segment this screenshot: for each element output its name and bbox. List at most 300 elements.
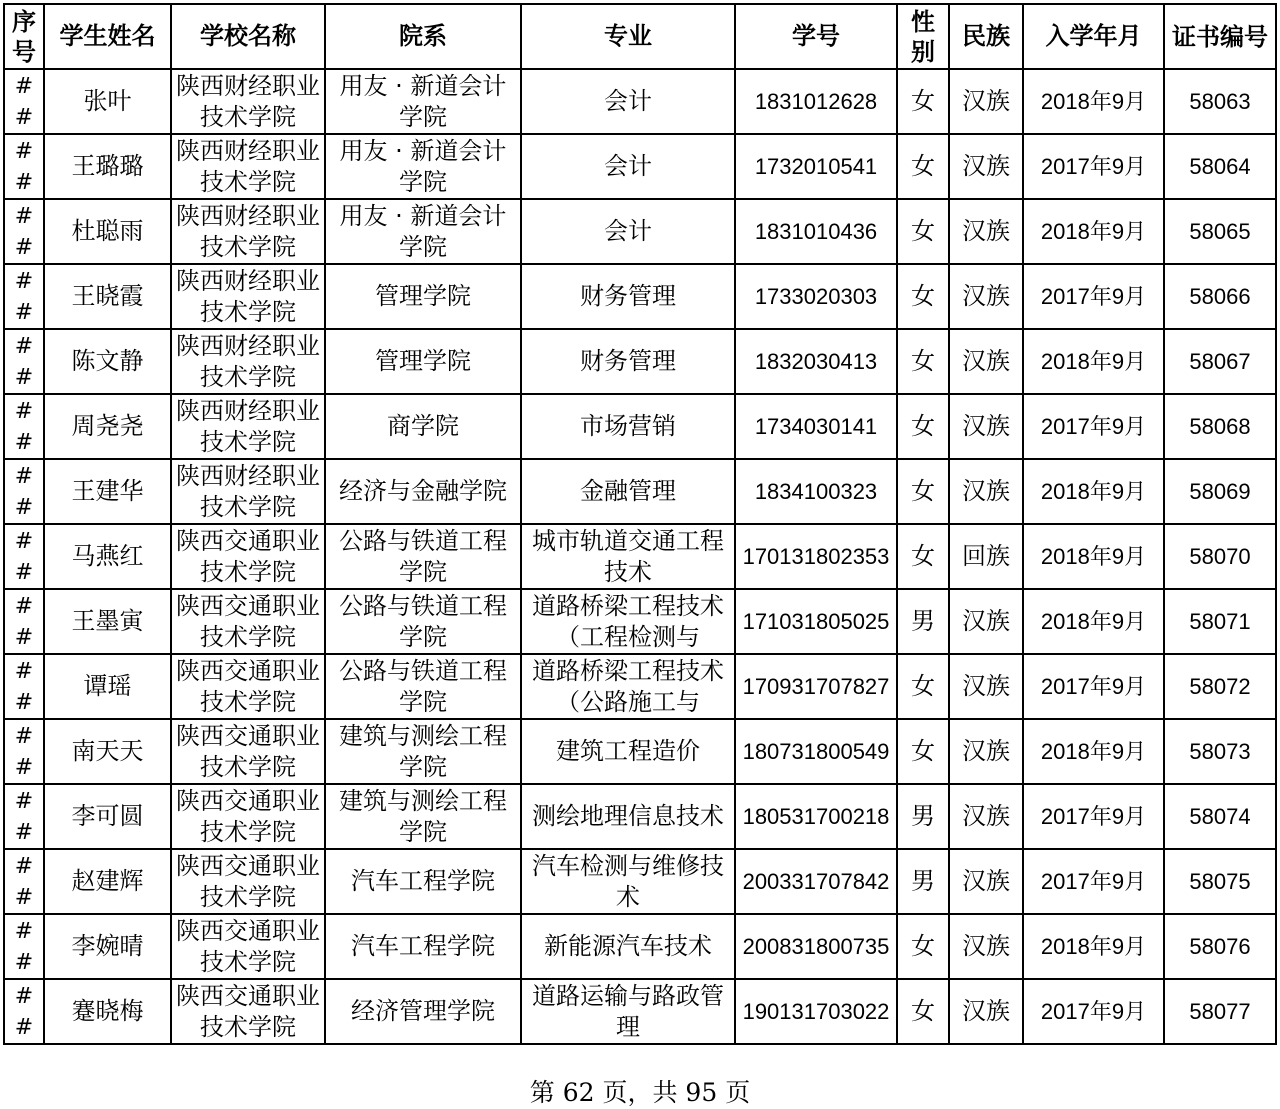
cell-student-name-text: 杜聪雨	[71, 217, 144, 245]
cell-department-text: 经济管理学院	[351, 997, 495, 1025]
cell-student-id-text: 170131802353	[742, 544, 890, 569]
cell-seq-text: ##	[14, 463, 34, 520]
student-certificate-table	[3, 3, 1277, 1045]
cell-major-text: 测绘地理信息技术	[532, 802, 724, 830]
cell-department-text: 公路与铁道工程学院	[339, 526, 507, 586]
cell-department	[325, 719, 521, 784]
cell-enrollment-date	[1023, 589, 1164, 654]
cell-department-text: 汽车工程学院	[351, 867, 495, 895]
cell-enrollment-date	[1023, 394, 1164, 459]
cell-gender	[897, 459, 949, 524]
cell-ethnicity	[949, 69, 1023, 134]
cell-student-name	[44, 849, 171, 914]
cell-student-name	[44, 979, 171, 1044]
cell-seq-text: ##	[14, 268, 34, 325]
header-student-id: 学号	[735, 4, 897, 69]
cell-certificate-number-text: 58067	[1189, 349, 1251, 374]
cell-gender	[897, 979, 949, 1044]
cell-ethnicity	[949, 459, 1023, 524]
cell-gender	[897, 784, 949, 849]
cell-school-name-text: 陕西交通职业技术学院	[176, 721, 320, 781]
cell-student-name	[44, 524, 171, 589]
cell-enrollment-date	[1023, 979, 1164, 1044]
cell-seq-text: ##	[14, 983, 34, 1040]
cell-ethnicity	[949, 589, 1023, 654]
cell-student-name	[44, 69, 171, 134]
cell-seq-text: ##	[14, 398, 34, 455]
cell-seq-text: ##	[14, 788, 34, 845]
cell-department	[325, 784, 521, 849]
cell-major	[521, 134, 735, 199]
cell-gender	[897, 264, 949, 329]
cell-certificate-number	[1164, 849, 1276, 914]
cell-gender	[897, 134, 949, 199]
cell-gender-text: 女	[911, 542, 935, 570]
cell-ethnicity	[949, 264, 1023, 329]
cell-gender	[897, 849, 949, 914]
cell-certificate-number	[1164, 719, 1276, 784]
table-row	[4, 719, 1276, 784]
cell-student-name-text: 张叶	[83, 87, 132, 115]
cell-student-id-text: 180531700218	[742, 804, 890, 829]
cell-school-name-text: 陕西财经职业技术学院	[176, 136, 320, 196]
cell-gender	[897, 654, 949, 719]
cell-department-text: 建筑与测绘工程学院	[339, 721, 507, 781]
cell-student-name-text: 蹇晓梅	[71, 997, 144, 1025]
cell-department-text: 公路与铁道工程学院	[339, 656, 507, 716]
cell-school-name	[171, 394, 325, 459]
cell-department-text: 管理学院	[375, 282, 471, 310]
cell-school-name-text: 陕西财经职业技术学院	[176, 461, 320, 521]
cell-certificate-number	[1164, 589, 1276, 654]
cell-enrollment-date-text: 2017年9月	[1040, 154, 1147, 179]
cell-school-name-text: 陕西交通职业技术学院	[176, 591, 320, 651]
cell-student-id	[735, 914, 897, 979]
cell-student-name-text: 王晓霞	[71, 282, 144, 310]
cell-major-text: 道路桥梁工程技术（工程检测与	[532, 591, 724, 651]
cell-department-text: 建筑与测绘工程学院	[339, 786, 507, 846]
cell-enrollment-date	[1023, 849, 1164, 914]
cell-school-name	[171, 524, 325, 589]
cell-ethnicity-text: 汉族	[962, 607, 1010, 635]
cell-student-id	[735, 719, 897, 784]
cell-student-id	[735, 979, 897, 1044]
cell-school-name	[171, 134, 325, 199]
cell-certificate-number-text: 58066	[1189, 284, 1251, 309]
cell-major	[521, 199, 735, 264]
cell-seq	[4, 134, 44, 199]
cell-school-name	[171, 979, 325, 1044]
cell-enrollment-date-text: 2018年9月	[1040, 609, 1147, 634]
cell-major	[521, 394, 735, 459]
cell-student-id-text: 1734030141	[754, 414, 878, 439]
cell-major	[521, 264, 735, 329]
cell-seq	[4, 784, 44, 849]
cell-ethnicity	[949, 329, 1023, 394]
cell-major	[521, 329, 735, 394]
cell-student-name	[44, 589, 171, 654]
cell-student-name-text: 南天天	[71, 737, 144, 765]
cell-school-name	[171, 719, 325, 784]
page-footer: 第 62 页，共 95 页	[529, 1078, 751, 1107]
table-row	[4, 329, 1276, 394]
cell-student-id	[735, 199, 897, 264]
cell-certificate-number-text: 58077	[1189, 999, 1251, 1024]
cell-student-name	[44, 199, 171, 264]
cell-school-name-text: 陕西交通职业技术学院	[176, 526, 320, 586]
cell-ethnicity	[949, 849, 1023, 914]
cell-seq	[4, 589, 44, 654]
cell-student-id	[735, 329, 897, 394]
cell-school-name-text: 陕西财经职业技术学院	[176, 201, 320, 261]
cell-school-name-text: 陕西交通职业技术学院	[176, 916, 320, 976]
cell-student-name-text: 王墨寅	[71, 607, 144, 635]
cell-certificate-number	[1164, 134, 1276, 199]
cell-major-text: 会计	[604, 217, 652, 245]
cell-certificate-number-text: 58073	[1189, 739, 1251, 764]
cell-seq-text: ##	[14, 853, 34, 910]
header-seq: 序号	[4, 4, 44, 69]
cell-gender-text: 女	[911, 737, 935, 765]
cell-certificate-number-text: 58070	[1189, 544, 1251, 569]
cell-certificate-number-text: 58072	[1189, 674, 1251, 699]
cell-school-name	[171, 199, 325, 264]
cell-department-text: 用友 · 新道会计学院	[339, 136, 507, 196]
cell-seq	[4, 264, 44, 329]
cell-department	[325, 264, 521, 329]
cell-student-id	[735, 784, 897, 849]
cell-major-text: 建筑工程造价	[556, 737, 700, 765]
cell-gender-text: 女	[911, 282, 935, 310]
cell-student-id	[735, 134, 897, 199]
cell-student-id-text: 200831800735	[742, 934, 890, 959]
cell-school-name	[171, 264, 325, 329]
cell-department	[325, 589, 521, 654]
cell-school-name-text: 陕西交通职业技术学院	[176, 981, 320, 1041]
cell-school-name	[171, 914, 325, 979]
cell-enrollment-date	[1023, 524, 1164, 589]
cell-certificate-number	[1164, 69, 1276, 134]
cell-enrollment-date-text: 2018年9月	[1040, 219, 1147, 244]
cell-department-text: 汽车工程学院	[351, 932, 495, 960]
cell-ethnicity-text: 汉族	[962, 932, 1010, 960]
cell-student-name	[44, 784, 171, 849]
cell-school-name-text: 陕西交通职业技术学院	[176, 656, 320, 716]
cell-ethnicity-text: 回族	[962, 542, 1010, 570]
cell-school-name-text: 陕西交通职业技术学院	[176, 786, 320, 846]
cell-certificate-number	[1164, 394, 1276, 459]
cell-ethnicity-text: 汉族	[962, 87, 1010, 115]
cell-student-id-text: 1834100323	[754, 479, 878, 504]
cell-gender-text: 男	[911, 802, 935, 830]
cell-student-id-text: 190131703022	[742, 999, 890, 1024]
cell-seq-text: ##	[14, 918, 34, 975]
cell-seq	[4, 719, 44, 784]
cell-seq	[4, 69, 44, 134]
cell-student-name-text: 李可圆	[71, 802, 144, 830]
cell-certificate-number	[1164, 914, 1276, 979]
cell-certificate-number	[1164, 199, 1276, 264]
cell-seq	[4, 459, 44, 524]
table-row	[4, 784, 1276, 849]
cell-certificate-number-text: 58071	[1189, 609, 1251, 634]
cell-major-text: 汽车检测与维修技术	[532, 851, 724, 911]
cell-gender-text: 男	[911, 607, 935, 635]
cell-student-id-text: 1831010436	[754, 219, 878, 244]
table-row	[4, 459, 1276, 524]
cell-student-id	[735, 69, 897, 134]
cell-certificate-number-text: 58068	[1189, 414, 1251, 439]
cell-student-id-text: 1732010541	[754, 154, 878, 179]
cell-department	[325, 914, 521, 979]
cell-enrollment-date-text: 2018年9月	[1040, 934, 1147, 959]
cell-gender-text: 女	[911, 412, 935, 440]
cell-enrollment-date-text: 2017年9月	[1040, 804, 1147, 829]
header-major: 专业	[521, 4, 735, 69]
cell-major-text: 道路运输与路政管理	[532, 981, 724, 1041]
cell-ethnicity	[949, 134, 1023, 199]
cell-major	[521, 524, 735, 589]
cell-student-name-text: 王建华	[71, 477, 144, 505]
cell-certificate-number-text: 58075	[1189, 869, 1251, 894]
cell-enrollment-date-text: 2018年9月	[1040, 349, 1147, 374]
cell-enrollment-date	[1023, 134, 1164, 199]
cell-department	[325, 199, 521, 264]
cell-enrollment-date-text: 2017年9月	[1040, 414, 1147, 439]
cell-enrollment-date-text: 2017年9月	[1040, 284, 1147, 309]
table-row	[4, 589, 1276, 654]
cell-department	[325, 329, 521, 394]
cell-certificate-number	[1164, 329, 1276, 394]
table-row	[4, 524, 1276, 589]
cell-student-id-text: 1831012628	[754, 89, 878, 114]
cell-student-id	[735, 654, 897, 719]
cell-ethnicity	[949, 524, 1023, 589]
cell-seq	[4, 199, 44, 264]
cell-enrollment-date	[1023, 264, 1164, 329]
cell-enrollment-date	[1023, 914, 1164, 979]
cell-student-name	[44, 719, 171, 784]
cell-school-name	[171, 69, 325, 134]
table-row	[4, 394, 1276, 459]
cell-ethnicity	[949, 394, 1023, 459]
table-body	[4, 69, 1276, 1044]
table-header-row	[4, 4, 1276, 69]
table-row	[4, 979, 1276, 1044]
cell-certificate-number-text: 58076	[1189, 934, 1251, 959]
cell-ethnicity-text: 汉族	[962, 997, 1010, 1025]
cell-seq	[4, 979, 44, 1044]
cell-department	[325, 524, 521, 589]
cell-enrollment-date	[1023, 199, 1164, 264]
cell-department-text: 经济与金融学院	[339, 477, 507, 505]
cell-ethnicity-text: 汉族	[962, 477, 1010, 505]
cell-seq-text: ##	[14, 73, 34, 130]
cell-department-text: 用友 · 新道会计学院	[339, 71, 507, 131]
cell-ethnicity-text: 汉族	[962, 867, 1010, 895]
cell-school-name-text: 陕西财经职业技术学院	[176, 396, 320, 456]
cell-enrollment-date	[1023, 719, 1164, 784]
cell-department	[325, 69, 521, 134]
cell-major-text: 财务管理	[580, 282, 676, 310]
cell-student-name-text: 周尧尧	[71, 412, 144, 440]
cell-certificate-number-text: 58064	[1189, 154, 1251, 179]
cell-gender	[897, 914, 949, 979]
cell-student-name	[44, 329, 171, 394]
cell-gender	[897, 589, 949, 654]
cell-major-text: 市场营销	[580, 412, 676, 440]
cell-seq-text: ##	[14, 528, 34, 585]
cell-ethnicity-text: 汉族	[962, 672, 1010, 700]
cell-major	[521, 914, 735, 979]
cell-major	[521, 784, 735, 849]
cell-seq-text: ##	[14, 593, 34, 650]
cell-certificate-number-text: 58074	[1189, 804, 1251, 829]
cell-enrollment-date-text: 2018年9月	[1040, 544, 1147, 569]
cell-ethnicity-text: 汉族	[962, 412, 1010, 440]
cell-student-id-text: 200331707842	[742, 869, 890, 894]
table-row	[4, 199, 1276, 264]
cell-enrollment-date	[1023, 329, 1164, 394]
cell-student-id	[735, 394, 897, 459]
cell-enrollment-date-text: 2018年9月	[1040, 739, 1147, 764]
cell-student-id-text: 171031805025	[742, 609, 890, 634]
cell-school-name	[171, 329, 325, 394]
cell-major-text: 会计	[604, 152, 652, 180]
cell-school-name	[171, 654, 325, 719]
header-school-name: 学校名称	[171, 4, 325, 69]
cell-gender-text: 女	[911, 477, 935, 505]
cell-certificate-number-text: 58069	[1189, 479, 1251, 504]
cell-certificate-number	[1164, 459, 1276, 524]
header-certificate-number: 证书编号	[1164, 4, 1276, 69]
cell-student-name-text: 马燕红	[71, 542, 144, 570]
cell-major-text: 会计	[604, 87, 652, 115]
header-student-name: 学生姓名	[44, 4, 171, 69]
cell-department	[325, 654, 521, 719]
cell-department	[325, 134, 521, 199]
cell-enrollment-date-text: 2017年9月	[1040, 674, 1147, 699]
cell-gender	[897, 199, 949, 264]
table-row	[4, 264, 1276, 329]
cell-gender	[897, 394, 949, 459]
table-row	[4, 134, 1276, 199]
cell-gender-text: 女	[911, 87, 935, 115]
cell-enrollment-date-text: 2018年9月	[1040, 479, 1147, 504]
cell-seq	[4, 654, 44, 719]
header-gender: 性别	[897, 4, 949, 69]
cell-department	[325, 459, 521, 524]
cell-department	[325, 394, 521, 459]
cell-school-name-text: 陕西财经职业技术学院	[176, 71, 320, 131]
cell-enrollment-date	[1023, 69, 1164, 134]
cell-seq-text: ##	[14, 138, 34, 195]
cell-school-name	[171, 589, 325, 654]
cell-ethnicity-text: 汉族	[962, 282, 1010, 310]
cell-ethnicity	[949, 199, 1023, 264]
table-row	[4, 849, 1276, 914]
cell-school-name	[171, 849, 325, 914]
header-enrollment-date: 入学年月	[1023, 4, 1164, 69]
cell-gender-text: 女	[911, 217, 935, 245]
cell-major-text: 新能源汽车技术	[544, 932, 712, 960]
cell-school-name	[171, 459, 325, 524]
cell-student-name	[44, 654, 171, 719]
cell-certificate-number	[1164, 264, 1276, 329]
cell-certificate-number	[1164, 654, 1276, 719]
cell-seq-text: ##	[14, 723, 34, 780]
cell-major-text: 城市轨道交通工程技术	[532, 526, 724, 586]
cell-enrollment-date-text: 2017年9月	[1040, 869, 1147, 894]
cell-gender-text: 女	[911, 672, 935, 700]
cell-student-id-text: 180731800549	[742, 739, 890, 764]
cell-enrollment-date	[1023, 654, 1164, 719]
cell-department-text: 用友 · 新道会计学院	[339, 201, 507, 261]
cell-major	[521, 719, 735, 784]
cell-gender-text: 男	[911, 867, 935, 895]
cell-student-name-text: 李婉晴	[71, 932, 144, 960]
cell-certificate-number-text: 58063	[1189, 89, 1251, 114]
cell-student-name-text: 王璐璐	[71, 152, 144, 180]
table-row	[4, 654, 1276, 719]
cell-certificate-number-text: 58065	[1189, 219, 1251, 244]
cell-student-id	[735, 849, 897, 914]
cell-gender	[897, 69, 949, 134]
cell-ethnicity	[949, 784, 1023, 849]
cell-seq-text: ##	[14, 203, 34, 260]
cell-ethnicity-text: 汉族	[962, 737, 1010, 765]
cell-department	[325, 849, 521, 914]
cell-gender-text: 女	[911, 932, 935, 960]
cell-student-name-text: 谭瑶	[83, 672, 132, 700]
header-department: 院系	[325, 4, 521, 69]
cell-seq	[4, 914, 44, 979]
cell-school-name-text: 陕西财经职业技术学院	[176, 266, 320, 326]
cell-school-name-text: 陕西交通职业技术学院	[176, 851, 320, 911]
cell-student-name	[44, 459, 171, 524]
cell-seq	[4, 849, 44, 914]
cell-gender-text: 女	[911, 152, 935, 180]
cell-seq	[4, 329, 44, 394]
cell-student-id-text: 1832030413	[754, 349, 878, 374]
cell-department-text: 管理学院	[375, 347, 471, 375]
cell-major	[521, 654, 735, 719]
cell-ethnicity	[949, 979, 1023, 1044]
cell-department-text: 公路与铁道工程学院	[339, 591, 507, 651]
cell-ethnicity-text: 汉族	[962, 802, 1010, 830]
cell-department-text: 商学院	[387, 412, 459, 440]
cell-gender	[897, 524, 949, 589]
cell-major	[521, 69, 735, 134]
cell-school-name	[171, 784, 325, 849]
cell-certificate-number	[1164, 524, 1276, 589]
cell-student-name	[44, 134, 171, 199]
cell-student-name	[44, 914, 171, 979]
cell-ethnicity	[949, 914, 1023, 979]
cell-student-id-text: 170931707827	[742, 674, 890, 699]
cell-major	[521, 979, 735, 1044]
cell-student-id	[735, 524, 897, 589]
cell-gender	[897, 329, 949, 394]
cell-student-id	[735, 264, 897, 329]
cell-student-id	[735, 589, 897, 654]
cell-seq	[4, 394, 44, 459]
cell-certificate-number	[1164, 979, 1276, 1044]
cell-major-text: 金融管理	[580, 477, 676, 505]
cell-student-name-text: 陈文静	[71, 347, 144, 375]
cell-ethnicity-text: 汉族	[962, 152, 1010, 180]
cell-major-text: 财务管理	[580, 347, 676, 375]
